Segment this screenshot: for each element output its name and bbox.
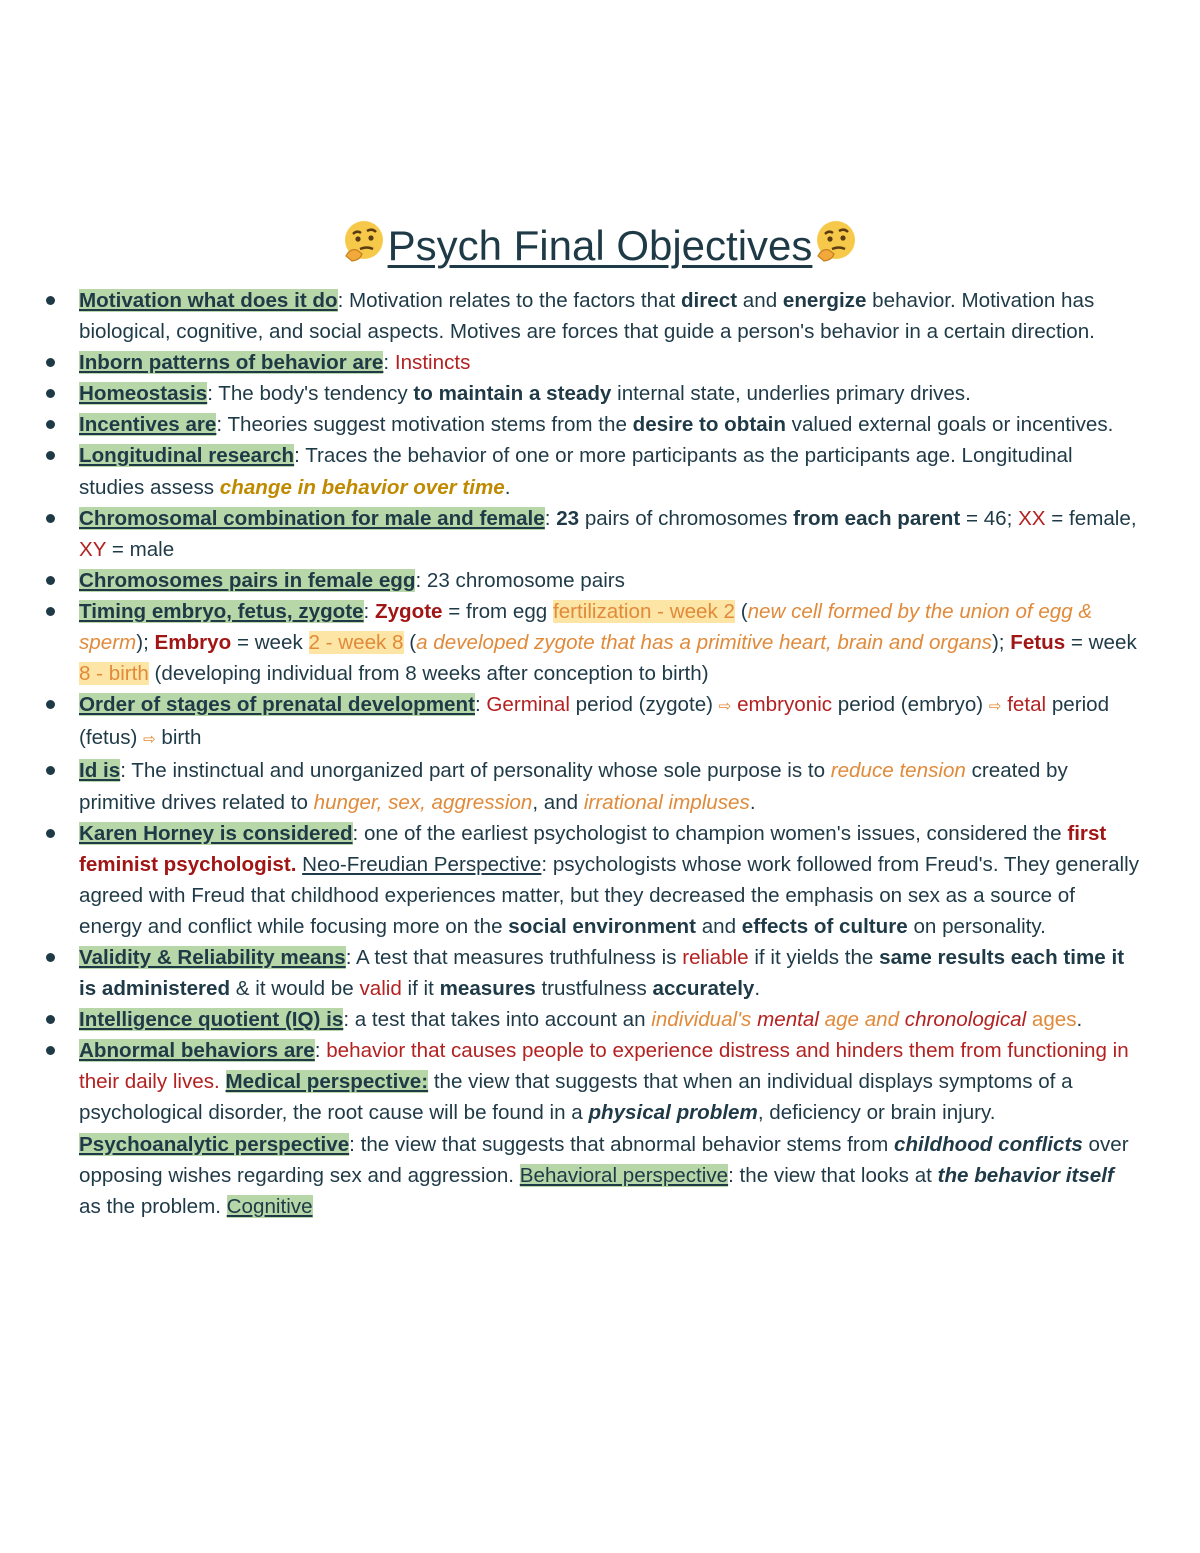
title-underlined [340,222,861,269]
list-item [79,596,1139,689]
item-text: Embryo [154,631,232,655]
list-item [79,378,1139,409]
item-text: Germinal [486,693,570,717]
term-label: Karen Horney is considered [79,821,353,845]
item-text: same results each time it is administered [79,945,1125,1001]
item-text: = week [1065,631,1137,655]
item-text: valued external goals or incentives. [785,413,1114,437]
term-label: Id is [79,759,121,783]
item-text: Neo-Freudian Perspective [302,852,542,876]
item-text: fertilization - week 2 [552,599,735,623]
objectives-list [79,285,1139,1222]
list-item [79,565,1139,596]
list-item [79,1004,1139,1035]
item-text: XY [79,537,107,561]
item-text: reliable [682,945,749,969]
list-item [79,1035,1139,1222]
term-label: Intelligence quotient (IQ) is [79,1008,344,1032]
item-text: : 23 chromosome pairs [415,568,625,592]
item-text: fetal [1007,693,1047,717]
item-text: to maintain a steady [413,382,612,406]
item-text: childhood conflicts [894,1132,1083,1156]
list-item [79,942,1139,1004]
item-text: over opposing wishes regarding sex and aggression. [79,1132,1129,1187]
item-text: change in behavior over time [219,475,505,499]
item-text: & it would be [230,977,360,1001]
item-text: ages [1026,1008,1077,1032]
item-text: first feminist psychologist. [79,821,1107,876]
list-item [79,440,1139,502]
term-label: Timing embryo, fetus, zygote [79,599,364,623]
item-text: XX [1018,506,1046,530]
term-label: Chromosomal combination for male and female [79,506,545,530]
list-item [79,347,1139,378]
item-text: and [695,914,742,938]
item-text: measures [439,977,536,1001]
item-text: individual's [651,1008,758,1032]
item-text: = male [106,537,175,561]
list-item [79,818,1139,942]
term-label: Validity & Reliability means [79,945,346,969]
item-text: irrational impluses [583,790,750,814]
item-text [220,1070,226,1093]
list-item [79,503,1139,565]
item-text: : [383,351,395,375]
item-text: energize [782,289,867,312]
term-label: Longitudinal research [79,444,295,468]
item-text: if it yields the [748,945,880,969]
item-text: the behavior itself [937,1163,1114,1187]
item-text: ( [403,631,417,655]
item-text: ); [136,631,155,655]
list-item [79,285,1139,347]
item-text: from each parent [793,506,961,530]
item-text: created by primitive drives related to [79,759,1068,814]
item-text: age and [818,1008,905,1032]
item-text: : [314,1039,327,1063]
item-text: hunger, sex, aggression [313,790,533,814]
item-text: valid [359,977,402,1001]
item-text: ); [991,631,1011,655]
item-text: behavior. Motivation has biological, cognitive, and social aspects. Motives are forces that guide a person's behavior in a certain direction. [79,289,1095,344]
item-text: : The body's tendency [207,382,414,406]
item-text: direct [680,289,738,312]
item-text: = 46; [960,506,1019,530]
term-label: Motivation what does it do [79,289,338,312]
term-label: Inborn patterns of behavior are [79,351,384,375]
item-text: pairs of chromosomes [579,506,794,530]
item-text: . [754,977,761,1001]
item-text: . [1076,1008,1083,1032]
item-text: , and [532,790,584,814]
term-label: Abnormal behaviors are [79,1039,315,1063]
item-text: : psychologists whose work followed from Freud's. They generally agreed with Freud that childhood experiences matter, but they decreased the emphasis on sex as a source of energy and conflict while focusing more on the [79,852,1139,938]
item-text: Fetus [1010,631,1066,655]
item-text: social environment [508,914,696,938]
term-label: Behavioral perspective [519,1163,729,1187]
item-text: : Theories suggest motivation stems from the [216,413,633,437]
term-label: Homeostasis [79,382,208,406]
arrow-right-icon: ⇨ [718,698,732,716]
item-text: the view that suggests that when an individual displays symptoms of a psychological disorder, the root cause will be found in a [79,1070,1073,1125]
item-text: = female, [1045,506,1137,530]
item-text: : [544,506,557,530]
thinking-face-icon [340,218,388,266]
item-text: and [737,289,783,312]
item-text: if it [401,977,440,1001]
item-text: trustfulness [535,977,653,1001]
item-text: effects of culture [741,914,908,938]
item-text: ( [734,599,748,623]
item-text: : the view that looks at [728,1163,938,1187]
item-text: a developed zygote that has a primitive heart, brain and organs [416,631,992,655]
item-text: . [504,475,511,499]
item-text: : The instinctual and unorganized part of personality whose sole purpose is to [120,759,831,783]
term-label: Order of stages of prenatal development [79,693,475,717]
term-label: Cognitive [226,1194,313,1218]
list-item [79,409,1139,440]
item-text: mental [757,1008,819,1032]
item-text: 8 - birth [79,662,149,686]
item-text: new cell formed by the union of egg & sperm [79,599,1093,655]
arrow-right-icon: ⇨ [143,731,156,749]
item-text: , deficiency or brain injury. [757,1101,996,1125]
item-text: : Motivation relates to the factors that [337,289,681,312]
item-text: behavior that causes people to experience distress and hinders them from functioning in their daily lives. [79,1039,1129,1094]
item-text: (developing individual from 8 weeks after conception to birth) [148,662,709,686]
item-text: . [749,790,756,814]
term-label: Medical perspective: [225,1070,429,1094]
item-text: as the problem. [79,1194,227,1218]
item-text: period (zygote) [569,693,719,717]
list-item [79,755,1139,817]
list-item [79,689,1139,755]
item-text: embryonic [737,693,833,717]
item-text: physical problem [588,1101,758,1125]
item-text: internal state, underlies primary drives. [611,382,971,406]
item-text: desire to obtain [632,413,786,437]
arrow-right-icon: ⇨ [988,698,1002,716]
item-text: : a test that takes into account an [343,1008,652,1032]
title-text: Psych Final Objectives [387,222,813,269]
item-text: : [363,599,375,623]
term-label: Incentives are [79,413,217,437]
item-text: reduce tension [830,759,966,783]
thinking-face-icon [812,218,860,266]
item-text: 23 [556,506,580,530]
item-text: birth [155,726,202,750]
item-text: Zygote [375,599,443,623]
item-text: : Traces the behavior of one or more participants as the participants age. Longitudinal studies assess [79,444,1073,499]
item-text: period (fetus) [79,693,1110,750]
item-text: : the view that suggests that abnormal behavior stems from [349,1132,895,1156]
item-answer: Instincts [394,351,471,375]
term-label: Psychoanalytic perspective [79,1132,350,1156]
item-text: : one of the earliest psychologist to champion women's issues, considered the [352,821,1068,845]
item-text: on personality. [907,914,1046,938]
item-text: period (embryo) [832,693,989,717]
item-text: : [474,693,487,717]
page-title [0,218,1200,273]
term-label: Chromosomes pairs in female egg [79,568,416,592]
item-text: accurately [652,977,755,1001]
item-text: chronological [904,1008,1027,1032]
item-text: 2 - week 8 [308,631,404,655]
item-text: : A test that measures truthfulness is [345,945,683,969]
item-text: = week [231,631,309,655]
item-text: = from egg [442,599,553,623]
